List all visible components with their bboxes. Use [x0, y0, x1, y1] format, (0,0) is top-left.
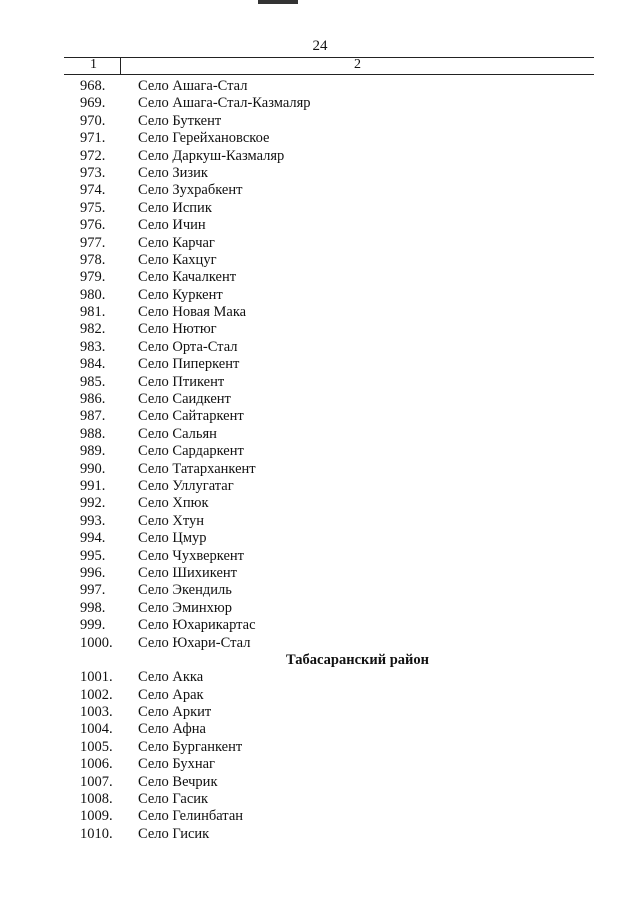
settlement-name: Село Нютюг [138, 321, 217, 338]
settlement-list [0, 78, 640, 843]
settlement-name: Село Вечрик [138, 773, 218, 790]
row-number: 971. [80, 130, 106, 147]
table-row [0, 408, 640, 425]
table-row [0, 791, 640, 808]
table-row [0, 321, 640, 338]
settlement-name: Село Гасик [138, 791, 209, 808]
settlement-name: Село Герейхановское [138, 130, 270, 147]
settlement-name: Село Арак [138, 686, 204, 703]
settlement-name: Село Саидкент [138, 391, 231, 408]
table-row [0, 617, 640, 634]
table-row [0, 391, 640, 408]
table-row [0, 130, 640, 147]
settlement-name: Село Юхарикартас [138, 617, 256, 634]
row-number: 969. [80, 95, 106, 112]
settlement-name: Село Уллугатаг [138, 477, 234, 494]
row-number: 1005. [80, 738, 113, 755]
settlement-name: Село Бухнаг [138, 756, 216, 773]
table-row [0, 113, 640, 130]
row-number: 997. [80, 582, 106, 599]
settlement-name: Село Сальян [138, 425, 217, 442]
table-row [0, 339, 640, 356]
table-row [0, 565, 640, 582]
row-number: 970. [80, 112, 106, 129]
settlement-name: Село Даркуш-Казмаляр [138, 147, 285, 164]
row-number: 1010. [80, 825, 113, 842]
table-row [0, 356, 640, 373]
row-number: 1008. [80, 791, 113, 808]
table-row [0, 478, 640, 495]
table-row [0, 495, 640, 512]
row-number: 974. [80, 182, 106, 199]
row-number: 1002. [80, 686, 113, 703]
settlement-name: Село Испик [138, 199, 212, 216]
table-header [64, 57, 594, 75]
row-number: 978. [80, 251, 106, 268]
table-row [0, 95, 640, 112]
settlement-name: Село Экендиль [138, 582, 232, 599]
section-heading: Табасаранский район [286, 651, 429, 668]
table-row [0, 304, 640, 321]
row-number: 995. [80, 547, 106, 564]
settlement-name: Село Птикент [138, 373, 225, 390]
row-number: 1000. [80, 634, 113, 651]
row-number: 979. [80, 269, 106, 286]
settlement-name: Село Буткент [138, 112, 222, 129]
table-row [0, 739, 640, 756]
row-number: 988. [80, 425, 106, 442]
row-number: 990. [80, 460, 106, 477]
page-number: 24 [312, 38, 328, 54]
settlement-name: Село Зизик [138, 164, 208, 181]
row-number: 994. [80, 530, 106, 547]
table-row [0, 252, 640, 269]
table-row [0, 374, 640, 391]
row-number: 973. [80, 164, 106, 181]
table-row [0, 269, 640, 286]
row-number: 982. [80, 321, 106, 338]
table-row [0, 687, 640, 704]
settlement-name: Село Хпюк [138, 495, 209, 512]
table-row [0, 235, 640, 252]
settlement-name: Село Бурганкент [138, 738, 243, 755]
row-number: 998. [80, 599, 106, 616]
row-number: 989. [80, 443, 106, 460]
settlement-name: Село Пиперкент [138, 356, 240, 373]
row-number: 981. [80, 304, 106, 321]
settlement-name: Село Хтун [138, 512, 205, 529]
table-row [0, 461, 640, 478]
row-number: 968. [80, 78, 106, 94]
table-row [0, 200, 640, 217]
row-number: 977. [80, 234, 106, 251]
row-number: 1004. [80, 721, 113, 738]
row-number: 999. [80, 617, 106, 634]
table-row [0, 148, 640, 165]
settlement-name: Село Юхари-Стал [138, 634, 251, 651]
column-divider [120, 58, 121, 74]
settlement-name: Село Качалкент [138, 269, 237, 286]
table-row [0, 704, 640, 721]
row-number: 980. [80, 286, 106, 303]
row-number: 972. [80, 147, 106, 164]
table-row [0, 600, 640, 617]
scan-mark [258, 0, 298, 4]
settlement-name: Село Зухрабкент [138, 182, 243, 199]
settlement-name: Село Чухверкент [138, 547, 244, 564]
settlement-name: Село Гелинбатан [138, 808, 244, 825]
table-row [0, 548, 640, 565]
table-row [0, 443, 640, 460]
table-row [0, 217, 640, 234]
table-row [0, 513, 640, 530]
table-row [0, 582, 640, 599]
row-number: 1001. [80, 669, 113, 686]
settlement-name: Село Орта-Стал [138, 338, 238, 355]
row-number: 1006. [80, 756, 113, 773]
row-number: 975. [80, 199, 106, 216]
row-number: 993. [80, 512, 106, 529]
row-number: 987. [80, 408, 106, 425]
table-row [0, 530, 640, 547]
settlement-name: Село Акка [138, 669, 204, 686]
table-row [0, 826, 640, 843]
table-row [0, 721, 640, 738]
table-row [0, 669, 640, 686]
settlement-name: Село Сардаркент [138, 443, 244, 460]
column-header-number: 1 [90, 57, 97, 72]
settlement-name: Село Шихикент [138, 564, 238, 581]
row-number: 1009. [80, 808, 113, 825]
settlement-name: Село Ашага-Стал [138, 78, 248, 94]
settlement-name: Село Татарханкент [138, 460, 256, 477]
row-number: 991. [80, 477, 106, 494]
row-number: 992. [80, 495, 106, 512]
table-row [0, 774, 640, 791]
row-number: 983. [80, 338, 106, 355]
settlement-name: Село Куркент [138, 286, 223, 303]
table-row [0, 426, 640, 443]
settlement-name: Село Кахцуг [138, 251, 217, 268]
table-row [0, 165, 640, 182]
settlement-name: Село Цмур [138, 530, 207, 547]
table-row [0, 635, 640, 652]
table-row [0, 78, 640, 95]
table-row [0, 808, 640, 825]
settlement-name: Село Сайтаркент [138, 408, 244, 425]
settlement-name: Село Аркит [138, 704, 212, 721]
table-row [0, 287, 640, 304]
settlement-name: Село Ичин [138, 217, 206, 234]
settlement-name: Село Карчаг [138, 234, 215, 251]
row-number: 976. [80, 217, 106, 234]
row-number: 985. [80, 373, 106, 390]
row-number: 996. [80, 564, 106, 581]
table-row [0, 182, 640, 199]
table-row [0, 756, 640, 773]
column-header-name: 2 [354, 57, 361, 72]
settlement-name: Село Эминхюр [138, 599, 232, 616]
row-number: 1003. [80, 704, 113, 721]
row-number: 984. [80, 356, 106, 373]
row-number: 1007. [80, 773, 113, 790]
settlement-name: Село Гисик [138, 825, 210, 842]
settlement-name: Село Ашага-Стал-Казмаляр [138, 95, 311, 112]
row-number: 986. [80, 391, 106, 408]
settlement-name: Село Новая Мака [138, 304, 247, 321]
settlement-name: Село Афна [138, 721, 206, 738]
